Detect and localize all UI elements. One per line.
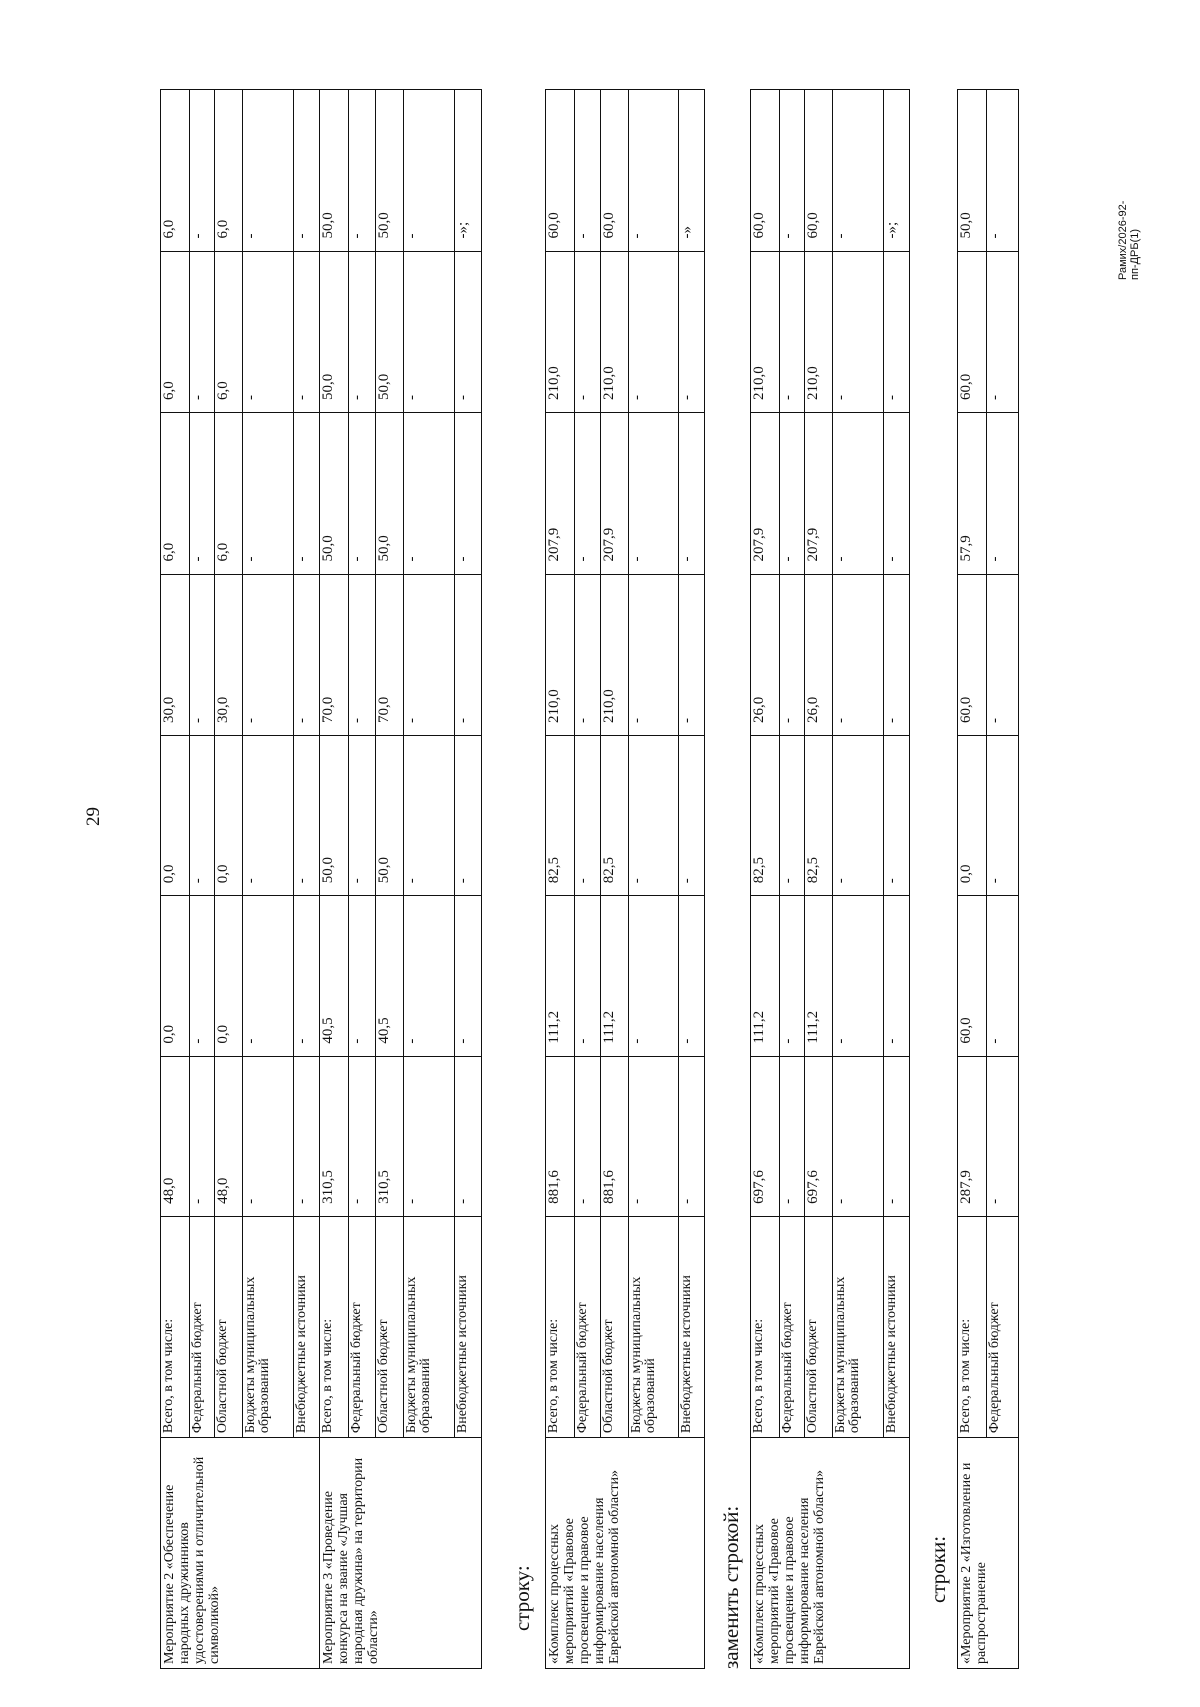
value-cell: - [679,574,705,735]
value-cell: 210,0 [546,574,575,735]
table-measures-2-3 [160,89,482,1669]
table-row [546,90,575,1669]
value-cell: - [404,736,455,896]
value-cell: - [294,251,320,412]
value-cell: - [243,251,294,412]
value-cell: 0,0 [161,896,190,1056]
value-cell: - [884,1056,910,1216]
value-cell: - [349,90,376,252]
value-cell: - [629,251,679,412]
value-cell: 6,0 [161,413,190,574]
value-cell: - [884,736,910,896]
value-cell: - [987,736,1019,896]
value-cell: - [575,574,601,735]
table-row [294,90,320,1669]
value-cell: - [780,413,805,574]
value-cell: 60,0 [958,574,987,735]
value-cell: 50,0 [376,90,404,252]
page-number: 29 [83,807,104,826]
value-cell: - [349,736,376,896]
value-cell: 881,6 [546,1056,575,1216]
table-row [958,90,987,1669]
value-cell: 6,0 [215,90,243,252]
value-cell: - [833,251,884,412]
value-cell: - [404,413,455,574]
value-cell: 70,0 [320,574,349,735]
funding-source: Бюджеты муниципальных образований [243,1216,294,1437]
value-cell: 310,5 [320,1056,349,1216]
value-cell: 50,0 [320,251,349,412]
value-cell: 48,0 [215,1056,243,1216]
measure-description: «Мероприятие 2 «Изготовление и распространение [958,1438,1019,1669]
value-cell: - [575,90,601,252]
value-cell: 207,9 [601,413,629,574]
value-cell: - [455,896,482,1056]
value-cell: 6,0 [161,251,190,412]
value-cell: 6,0 [215,413,243,574]
value-cell: - [629,90,679,252]
value-cell: - [243,1056,294,1216]
table-new-row [750,89,910,1669]
value-cell: 30,0 [161,574,190,735]
value-cell: - [294,574,320,735]
value-cell: - [833,413,884,574]
value-cell: 60,0 [751,90,780,252]
value-cell: -»; [884,90,910,252]
value-cell: 70,0 [376,574,404,735]
table-following-rows [957,89,1019,1669]
value-cell: - [190,413,215,574]
value-cell: - [629,1056,679,1216]
value-cell: - [455,736,482,896]
funding-source: Федеральный бюджет [987,1216,1019,1437]
value-cell: - [243,90,294,252]
value-cell: - [243,413,294,574]
table-row [987,90,1019,1669]
label-stroku: строку: [510,1565,534,1631]
value-cell: - [349,574,376,735]
funding-source: Всего, в том числе: [546,1216,575,1437]
value-cell: - [243,574,294,735]
value-cell: - [884,251,910,412]
value-cell: 50,0 [376,413,404,574]
value-cell: - [190,1056,215,1216]
value-cell: -»; [455,90,482,252]
value-cell: - [404,90,455,252]
funding-source: Федеральный бюджет [190,1216,215,1437]
value-cell: - [243,736,294,896]
funding-source: Всего, в том числе: [751,1216,780,1437]
value-cell: 210,0 [546,251,575,412]
value-cell: - [294,1056,320,1216]
value-cell: - [349,413,376,574]
value-cell: 0,0 [958,736,987,896]
value-cell: - [349,1056,376,1216]
value-cell: - [780,736,805,896]
table-row [601,90,629,1669]
value-cell: 697,6 [751,1056,780,1216]
value-cell: - [190,90,215,252]
value-cell: - [833,736,884,896]
value-cell: - [884,574,910,735]
funding-source: Федеральный бюджет [780,1216,805,1437]
rotated-content [160,89,1060,1669]
value-cell: 210,0 [601,251,629,412]
measure-description: «Комплекс процессных мероприятий «Правовое просвещение и правовое информирование населения Еврейской автономной области» [546,1438,705,1669]
value-cell: - [679,896,705,1056]
table-row [884,90,910,1669]
funding-source: Областной бюджет [376,1216,404,1437]
table-row [161,90,190,1669]
label-stroki: строки: [926,1535,950,1603]
funding-source: Внебюджетные источники [679,1216,705,1437]
table-row [679,90,705,1669]
value-cell: - [404,251,455,412]
funding-source: Внебюджетные источники [884,1216,910,1437]
value-cell: 50,0 [958,90,987,252]
value-cell: - [294,736,320,896]
funding-source: Бюджеты муниципальных образований [629,1216,679,1437]
value-cell: - [404,574,455,735]
value-cell: - [987,574,1019,735]
value-cell: - [780,90,805,252]
value-cell: - [884,413,910,574]
value-cell: 111,2 [805,896,833,1056]
value-cell: 60,0 [601,90,629,252]
table-row [243,90,294,1669]
funding-source: Областной бюджет [805,1216,833,1437]
value-cell: 50,0 [320,413,349,574]
value-cell: 697,6 [805,1056,833,1216]
value-cell: - [243,896,294,1056]
value-cell: - [679,413,705,574]
value-cell: - [629,736,679,896]
measure-description: Мероприятие 2 «Обеспечение народных дружинников удостоверениями и отличительной символикой» [161,1438,320,1669]
value-cell: - [679,251,705,412]
value-cell: 60,0 [958,251,987,412]
table-row [215,90,243,1669]
funding-source: Внебюджетные источники [455,1216,482,1437]
funding-source: Федеральный бюджет [575,1216,601,1437]
value-cell: - [404,896,455,1056]
value-cell: 82,5 [601,736,629,896]
value-cell: 57,9 [958,413,987,574]
table-row [833,90,884,1669]
value-cell: - [833,1056,884,1216]
value-cell: - [987,251,1019,412]
value-cell: 26,0 [751,574,780,735]
footer-code: Рамих/2026-92-пп-ДРБ(1) [1117,200,1141,280]
value-cell: - [190,896,215,1056]
value-cell: 111,2 [546,896,575,1056]
value-cell: 111,2 [601,896,629,1056]
value-cell: - [629,574,679,735]
value-cell: 0,0 [215,896,243,1056]
funding-source: Всего, в том числе: [320,1216,349,1437]
value-cell: - [833,90,884,252]
value-cell: - [780,251,805,412]
value-cell: - [455,251,482,412]
value-cell: - [575,896,601,1056]
value-cell: 0,0 [161,736,190,896]
value-cell: 50,0 [320,736,349,896]
value-cell: 6,0 [215,251,243,412]
value-cell: - [833,896,884,1056]
value-cell: - [294,90,320,252]
value-cell: 30,0 [215,574,243,735]
value-cell: - [575,251,601,412]
value-cell: - [575,1056,601,1216]
value-cell: 60,0 [958,896,987,1056]
value-cell: - [349,251,376,412]
value-cell: - [455,574,482,735]
table-row [320,90,349,1669]
value-cell: 82,5 [751,736,780,896]
value-cell: 210,0 [751,251,780,412]
value-cell: 111,2 [751,896,780,1056]
value-cell: - [987,90,1019,252]
value-cell: - [294,413,320,574]
funding-source: Областной бюджет [601,1216,629,1437]
table-row [575,90,601,1669]
value-cell: - [780,574,805,735]
value-cell: 82,5 [546,736,575,896]
funding-source: Федеральный бюджет [349,1216,376,1437]
value-cell: - [629,413,679,574]
value-cell: 210,0 [601,574,629,735]
value-cell: 50,0 [376,736,404,896]
value-cell: 287,9 [958,1056,987,1216]
funding-source: Внебюджетные источники [294,1216,320,1437]
value-cell: - [294,896,320,1056]
value-cell: 210,0 [805,251,833,412]
funding-source: Областной бюджет [215,1216,243,1437]
value-cell: 0,0 [215,736,243,896]
value-cell: - [987,413,1019,574]
value-cell: 48,0 [161,1056,190,1216]
measure-description: Мероприятие 3 «Проведение конкурса на звание «Лучшая народная дружина» на территории области» [320,1438,482,1669]
value-cell: 82,5 [805,736,833,896]
value-cell: - [404,1056,455,1216]
value-cell: - [679,1056,705,1216]
value-cell: - [884,896,910,1056]
value-cell: - [679,736,705,896]
value-cell: 207,9 [546,413,575,574]
value-cell: - [455,413,482,574]
table-row [455,90,482,1669]
table-row [349,90,376,1669]
value-cell: 207,9 [751,413,780,574]
funding-source: Всего, в том числе: [161,1216,190,1437]
funding-source: Бюджеты муниципальных образований [833,1216,884,1437]
table-old-row [545,89,705,1669]
value-cell: 207,9 [805,413,833,574]
funding-source: Всего, в том числе: [958,1216,987,1437]
table-row [751,90,780,1669]
value-cell: - [780,1056,805,1216]
value-cell: 50,0 [376,251,404,412]
value-cell: - [455,1056,482,1216]
value-cell: 26,0 [805,574,833,735]
table-row [404,90,455,1669]
value-cell: 40,5 [320,896,349,1056]
value-cell: - [629,896,679,1056]
table-row [629,90,679,1669]
value-cell: 40,5 [376,896,404,1056]
value-cell: 50,0 [320,90,349,252]
value-cell: - [190,736,215,896]
measure-description: «Комплекс процессных мероприятий «Правовое просвещение и правовое информирование населения Еврейской автономной области» [751,1438,910,1669]
value-cell: - [987,1056,1019,1216]
value-cell: 310,5 [376,1056,404,1216]
value-cell: - [575,736,601,896]
table-row [190,90,215,1669]
value-cell: 6,0 [161,90,190,252]
value-cell: - [833,574,884,735]
value-cell: - [190,251,215,412]
funding-source: Бюджеты муниципальных образований [404,1216,455,1437]
table-row [780,90,805,1669]
table-row [376,90,404,1669]
value-cell: - [575,413,601,574]
value-cell: - [780,896,805,1056]
value-cell: 60,0 [546,90,575,252]
label-zamenit: заменить строкой: [719,1505,743,1669]
value-cell: - [987,896,1019,1056]
value-cell: - [349,896,376,1056]
value-cell: -» [679,90,705,252]
table-row [805,90,833,1669]
value-cell: 881,6 [601,1056,629,1216]
value-cell: 60,0 [805,90,833,252]
value-cell: - [190,574,215,735]
